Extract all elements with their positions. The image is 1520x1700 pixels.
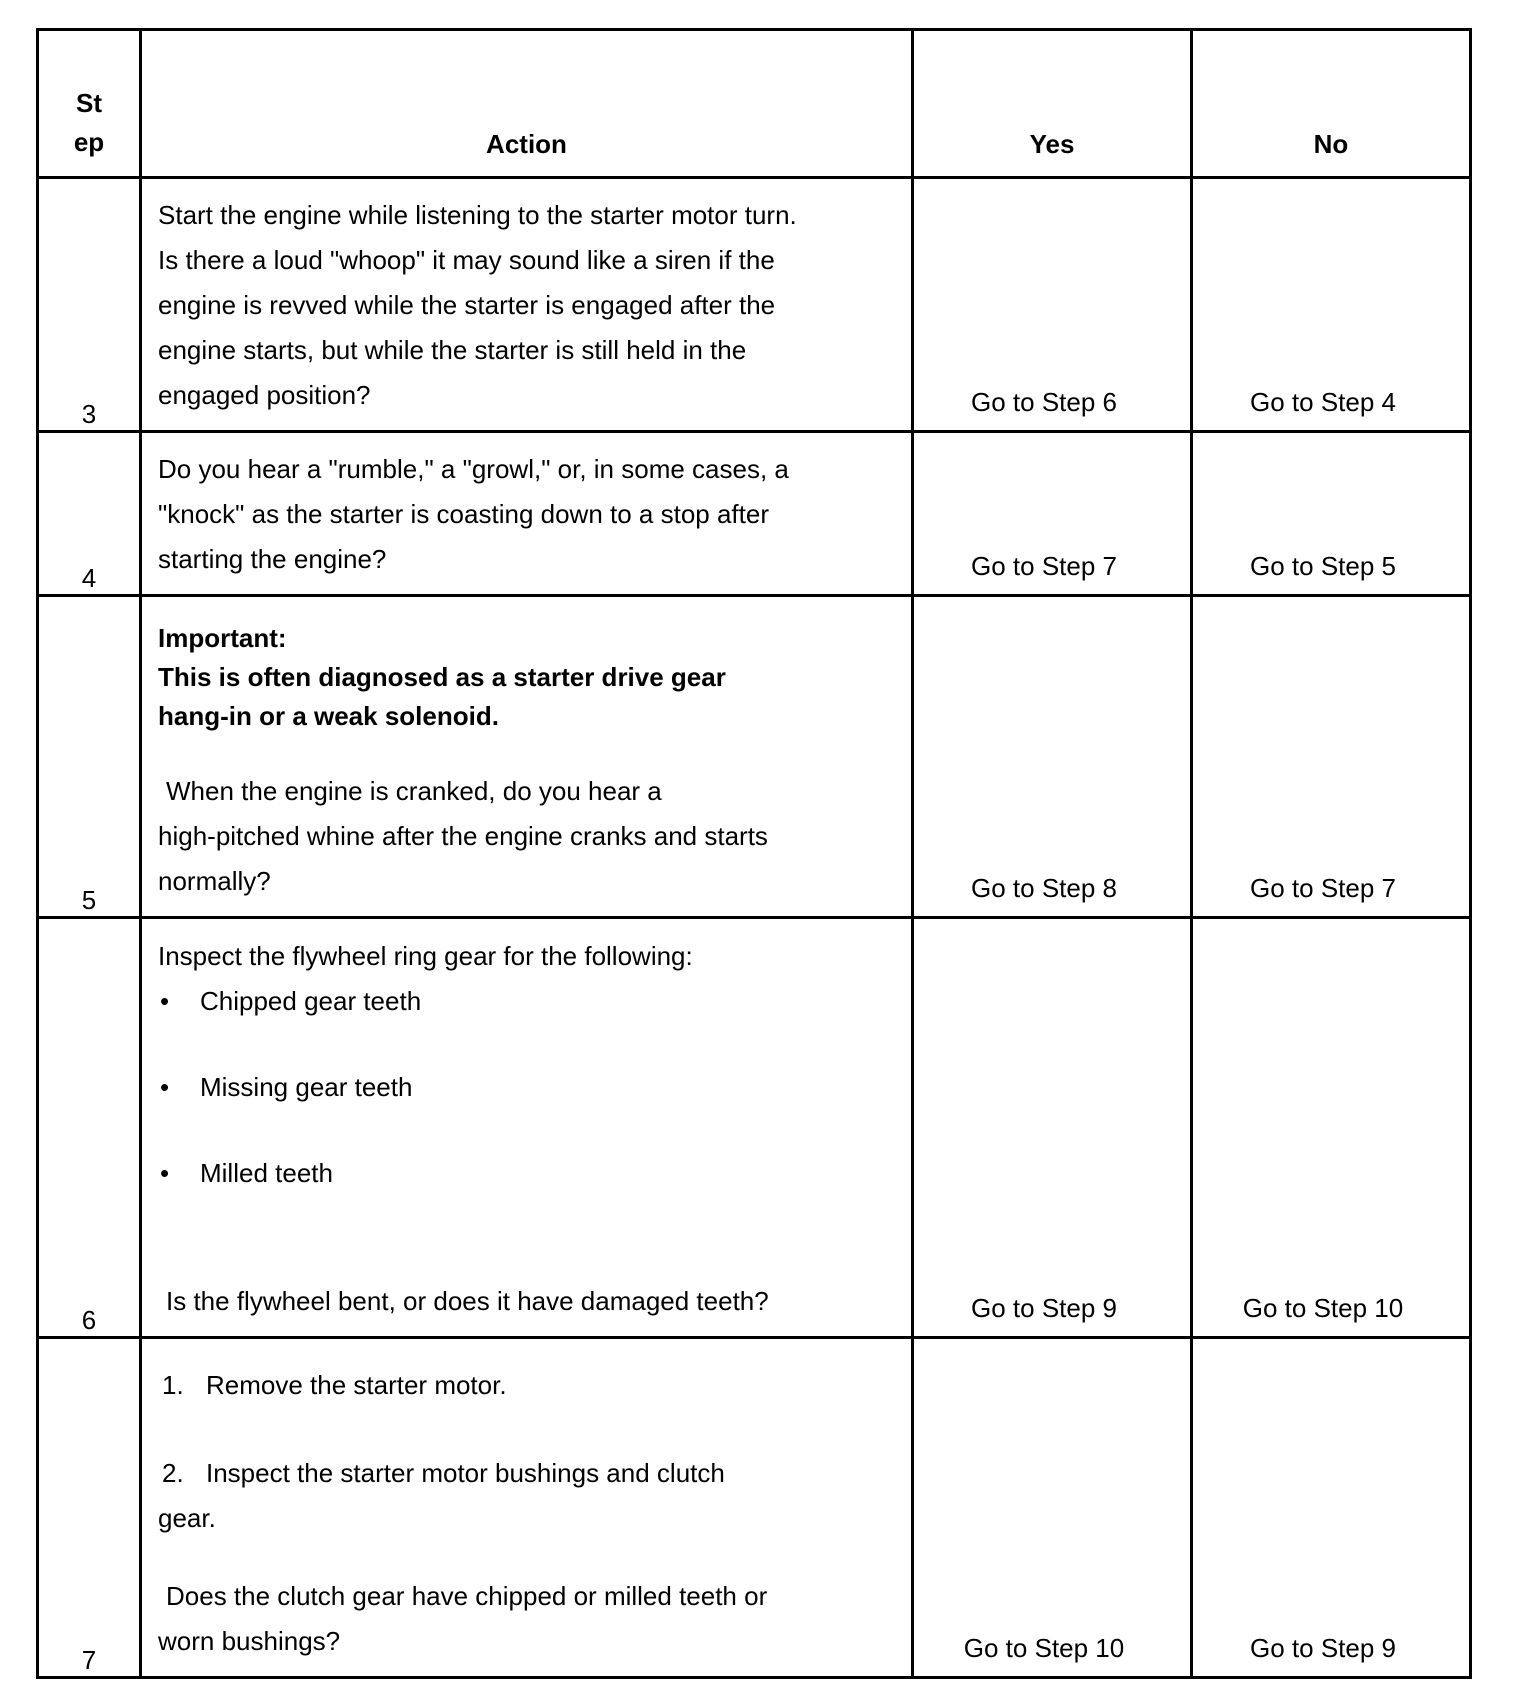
no-goto-text: Go to Step 10 [1242, 1293, 1404, 1323]
no-goto-text: Go to Step 4 [1250, 387, 1396, 417]
important-text-line: hang-in or a weak solenoid. [158, 701, 499, 731]
step-number: 6 [38, 918, 141, 1338]
header-no: No [1192, 30, 1471, 178]
action-line: high-pitched whine after the engine cranks and starts [158, 821, 768, 851]
important-label: Important: [158, 623, 287, 653]
yes-cell [913, 918, 1192, 1338]
yes-goto-text: Go to Step 7 [971, 551, 1117, 581]
item-text: Remove the starter motor. [206, 1370, 507, 1400]
yes-cell [913, 432, 1192, 596]
table-header-row [38, 30, 1471, 178]
yes-goto-text: Go to Step 10 [963, 1633, 1125, 1663]
action-line: When the engine is cranked, do you hear a [166, 776, 662, 806]
table-row [38, 1338, 1471, 1678]
bullet-icon: • [160, 1072, 170, 1102]
header-step [38, 30, 141, 178]
step-number: 4 [38, 432, 141, 596]
action-line: Is there a loud "whoop" it may sound like a siren if the [158, 245, 775, 275]
action-line: Start the engine while listening to the starter motor turn. [158, 200, 797, 230]
item-text: Inspect the starter motor bushings and clutch [206, 1458, 725, 1488]
no-cell [1192, 918, 1471, 1338]
bullet-text: Missing gear teeth [200, 1072, 413, 1102]
step-number: 3 [38, 178, 141, 432]
no-goto-text: Go to Step 5 [1250, 551, 1396, 581]
important-text-line: This is often diagnosed as a starter drive gear [158, 662, 726, 692]
table-row [38, 178, 1471, 432]
item-number: 1. [162, 1370, 184, 1400]
yes-cell [913, 596, 1192, 918]
no-cell [1192, 432, 1471, 596]
action-cell [141, 432, 913, 596]
action-intro: Inspect the flywheel ring gear for the following: [158, 941, 693, 971]
item-text-continued: gear. [158, 1503, 216, 1533]
action-question: Is the flywheel bent, or does it have damaged teeth? [166, 1286, 769, 1316]
action-question-line: worn bushings? [158, 1626, 341, 1656]
table-row [38, 918, 1471, 1338]
no-cell [1192, 1338, 1471, 1678]
bullet-item [158, 1151, 891, 1196]
no-goto-text: Go to Step 9 [1250, 1633, 1396, 1663]
yes-goto-text: Go to Step 9 [971, 1293, 1117, 1323]
yes-goto-text: Go to Step 6 [971, 387, 1117, 417]
yes-cell [913, 178, 1192, 432]
header-step-line2: ep [73, 127, 105, 157]
no-cell [1192, 178, 1471, 432]
action-cell [141, 178, 913, 432]
no-goto-text: Go to Step 7 [1250, 873, 1396, 903]
bullet-item [158, 979, 891, 1024]
action-cell [141, 918, 913, 1338]
bullet-text: Milled teeth [200, 1158, 333, 1188]
bullet-text: Chipped gear teeth [200, 986, 422, 1016]
action-line: engaged position? [158, 380, 371, 410]
header-action: Action [141, 30, 913, 178]
numbered-item [158, 1451, 891, 1496]
action-line: starting the engine? [158, 544, 387, 574]
action-line: engine starts, but while the starter is still held in the [158, 335, 747, 365]
step-number: 5 [38, 596, 141, 918]
action-line: Do you hear a "rumble," a "growl," or, in some cases, a [158, 454, 789, 484]
bullet-icon: • [160, 986, 170, 1016]
step-number: 7 [38, 1338, 141, 1678]
bullet-icon: • [160, 1158, 170, 1188]
action-line: normally? [158, 866, 271, 896]
no-cell [1192, 596, 1471, 918]
numbered-item [158, 1363, 891, 1408]
diagnostic-table [36, 28, 1472, 1679]
action-question-line: Does the clutch gear have chipped or milled teeth or [166, 1581, 768, 1611]
yes-cell [913, 1338, 1192, 1678]
action-cell [141, 596, 913, 918]
item-number: 2. [162, 1458, 184, 1488]
action-line: "knock" as the starter is coasting down to a stop after [158, 499, 769, 529]
header-yes: Yes [913, 30, 1192, 178]
yes-goto-text: Go to Step 8 [971, 873, 1117, 903]
action-cell [141, 1338, 913, 1678]
table-row [38, 596, 1471, 918]
action-line: engine is revved while the starter is engaged after the [158, 290, 776, 320]
bullet-item [158, 1065, 891, 1110]
header-step-line1: St [76, 88, 102, 118]
table-row [38, 432, 1471, 596]
